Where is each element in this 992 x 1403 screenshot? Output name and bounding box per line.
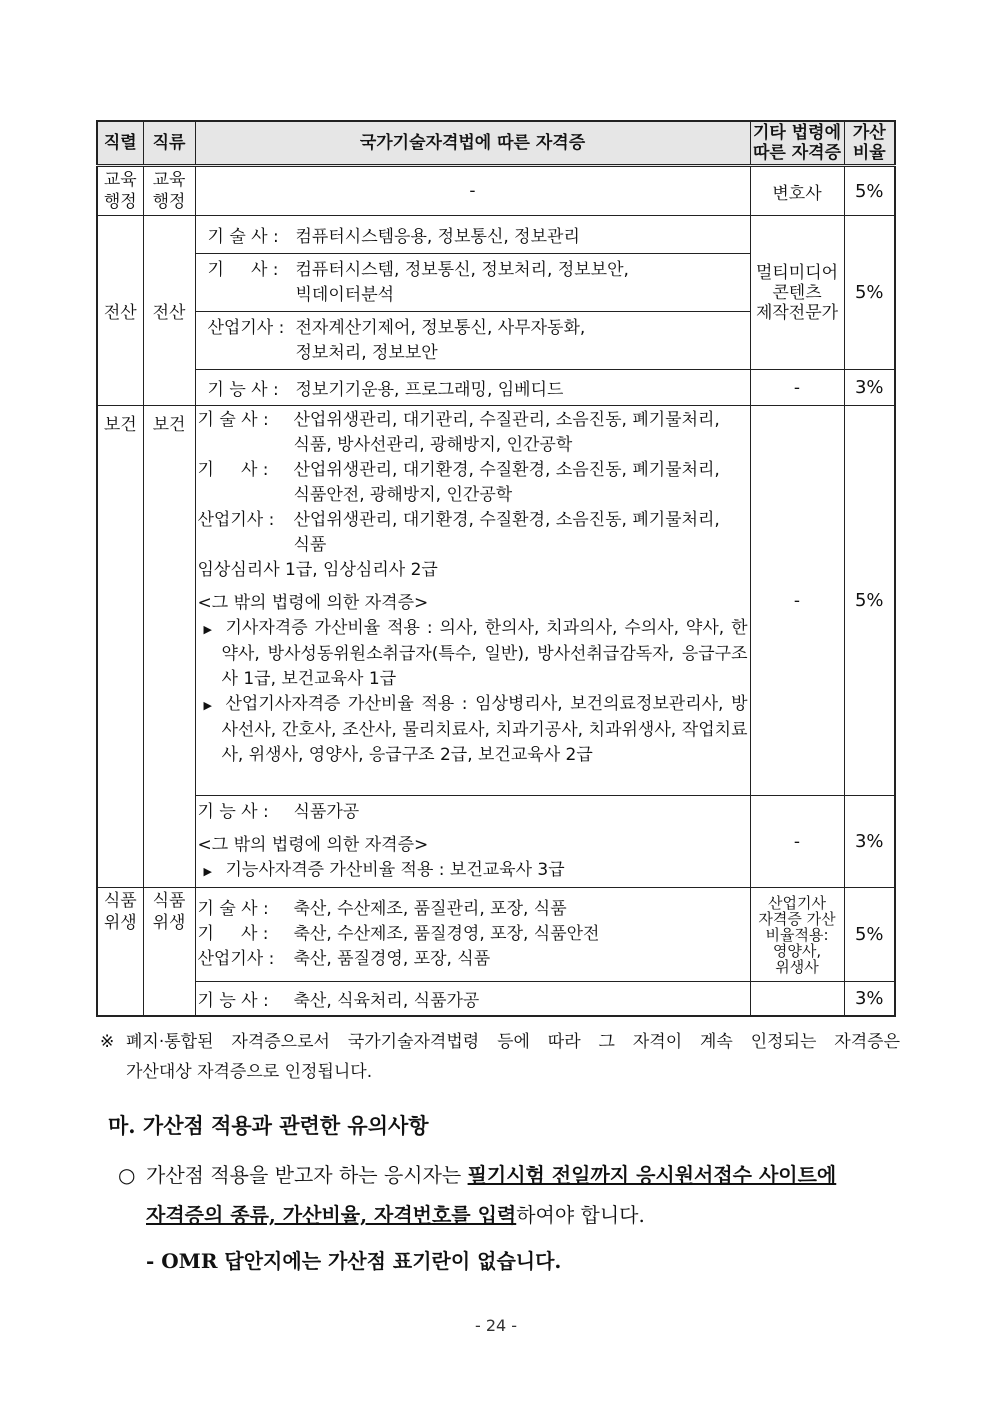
table-row <box>97 370 895 406</box>
it-other-l2: 콘텐츠 <box>772 282 822 303</box>
it-r4-text: 정보기기운용, 프로그래밍, 임베디드 <box>295 380 564 400</box>
table-header-row <box>97 121 895 166</box>
food-series-l2: 위생 <box>152 913 186 933</box>
health-b-l2: 식품안전, 광해방지, 인간공학 <box>293 485 513 505</box>
food-d-other <box>750 982 844 1016</box>
para-text-2: 하여야 합니다. <box>516 1203 645 1227</box>
it-r1-text: 컴퓨터시스템응용, 정보통신, 정보관리 <box>295 227 580 247</box>
page-number: - 24 - <box>474 1316 518 1335</box>
bonus-certificate-table <box>96 120 894 1017</box>
edu-grade-l1: 교육 <box>103 170 137 190</box>
food-series-l1: 식품 <box>152 891 186 911</box>
table-footnote <box>100 1027 900 1087</box>
section-title: 마. 가산점 적용과 관련한 유의사항 <box>108 1113 429 1138</box>
table-row <box>97 796 895 888</box>
health-b-label: 기 사 : <box>197 460 269 480</box>
triangle-bullet-icon: ▶ <box>203 864 212 878</box>
header-rate <box>844 121 895 166</box>
para-text-1: 가산점 적용을 받고자 하는 응시자는 <box>146 1163 468 1187</box>
it-other <box>750 216 844 370</box>
health-a-label: 기 술 사 : <box>197 410 269 430</box>
health-a-l2: 식품, 방사선관리, 광해방지, 인간공학 <box>293 435 573 455</box>
table-row <box>97 216 895 254</box>
table-row <box>97 406 895 796</box>
header-other-l1: 기타 법령에 <box>752 123 842 143</box>
health-certs <box>195 406 750 796</box>
it-industrial-engineer <box>195 312 750 370</box>
health-h-rate: 3% <box>844 796 895 888</box>
it-r2-l2: 빅데이터분석 <box>295 284 395 305</box>
food-c-label: 산업기사 : <box>197 949 275 969</box>
it-rate: 5% <box>844 216 895 370</box>
food-grade-l2: 위생 <box>103 913 137 933</box>
notice-paragraph <box>118 1155 908 1281</box>
food-a-text: 축산, 수산제조, 품질관리, 포장, 식품 <box>293 899 567 919</box>
health-bullet-1-text: 기사자격증 가산비율 적용 : 의사, 한의사, 치과의사, 수의사, 약사, 한약사, 방사성동위원소취급자(특수, 일반), 방사선취급감독자, 응급구조사 1급, 보건교육사 1급 <box>221 618 748 689</box>
health-c-l2: 식품 <box>293 535 327 555</box>
food-other-l1: 산업기사 <box>768 893 826 912</box>
header-other-cert <box>750 121 844 166</box>
food-grade <box>97 888 143 1016</box>
header-rate-l1: 가산 <box>852 123 886 143</box>
health-bullet-3-text: 기능사자격증 가산비율 적용 : 보건교육사 3급 <box>225 859 565 880</box>
edu-grade <box>97 166 143 216</box>
footnote-line-1: 폐지·통합된 자격증으로서 국가기술자격법령 등에 따라 그 자격이 계속 인정되는 자격증은 <box>126 1032 900 1052</box>
food-b-label: 기 사 : <box>197 924 269 944</box>
it-series: 전산 <box>143 216 195 406</box>
header-grade: 직렬 <box>97 121 143 166</box>
table-row <box>97 166 895 216</box>
it-r3-label: 산업기사 : <box>207 317 285 338</box>
edu-rate: 5% <box>844 166 895 216</box>
food-other-l3: 비율적용: <box>765 925 829 944</box>
food-certs <box>195 888 750 982</box>
it-craftsman <box>195 370 750 406</box>
food-series <box>143 888 195 1016</box>
health-rate: 5% <box>844 406 895 796</box>
footnote-mark: ※ <box>100 1032 115 1052</box>
food-d-text: 축산, 식육처리, 식품가공 <box>293 990 480 1011</box>
it-grade: 전산 <box>97 216 143 406</box>
health-bullet-2 <box>198 692 748 768</box>
it-pro-engineer <box>195 216 750 254</box>
triangle-bullet-icon: ▶ <box>203 623 212 636</box>
it-r4-label: 기 능 사 : <box>207 380 279 400</box>
circle-bullet-icon: ○ <box>118 1163 136 1187</box>
health-other: - <box>750 406 844 796</box>
it-r3-l1: 전자계산기제어, 정보통신, 사무자동화, <box>295 317 586 338</box>
food-d-label: 기 능 사 : <box>197 990 269 1011</box>
food-other-l2: 자격증 가산 <box>758 909 836 928</box>
health-bullet-1 <box>198 616 748 692</box>
it-r4-rate: 3% <box>844 370 895 406</box>
food-craftsman <box>195 982 750 1016</box>
health-series: 보건 <box>143 406 195 888</box>
health-h-text: 식품가공 <box>293 801 360 822</box>
health-h-other: - <box>750 796 844 888</box>
health-h-label: 기 능 사 : <box>197 801 269 822</box>
header-series: 직류 <box>143 121 195 166</box>
it-other-l1: 멀티미디어 <box>755 262 839 283</box>
health-clinical-psych: 임상심리사 1급, 임상심리사 2급 <box>197 560 438 580</box>
edu-series <box>143 166 195 216</box>
it-engineer <box>195 254 750 312</box>
table-row <box>97 982 895 1016</box>
health-c-label: 산업기사 : <box>197 510 275 530</box>
health-bullet-2-text: 산업기사자격증 가산비율 적용 : 임상병리사, 보건의료정보관리사, 방사선사, 간호사, 조산사, 물리치료사, 치과기공사, 치과위생사, 작업치료사, 위생사, 영양사, 응급구조 2급, 보건교육사 2급 <box>221 694 748 765</box>
it-r2-label: 기 사 : <box>207 259 279 280</box>
health-b-l1: 산업위생관리, 대기환경, 수질환경, 소음진동, 폐기물처리, <box>293 460 720 480</box>
food-rate: 5% <box>844 888 895 982</box>
food-grade-l1: 식품 <box>103 891 137 911</box>
food-a-label: 기 술 사 : <box>197 899 269 919</box>
edu-grade-l2: 행정 <box>103 192 137 212</box>
it-r3-l2: 정보처리, 정보보안 <box>295 342 438 363</box>
triangle-bullet-icon: ▶ <box>203 699 212 712</box>
food-other-l5: 위생사 <box>775 957 819 976</box>
health-other-law-title: <그 밖의 법령에 의한 자격증> <box>197 593 429 613</box>
food-c-text: 축산, 품질경영, 포장, 식품 <box>293 949 491 969</box>
footnote-line-2: 가산대상 자격증으로 인정됩니다. <box>126 1062 373 1082</box>
header-national-cert: 국가기술자격법에 따른 자격증 <box>195 121 750 166</box>
edu-series-l1: 교육 <box>152 170 186 190</box>
it-other-l3: 제작전문가 <box>755 302 839 323</box>
health-other-law-title-2: <그 밖의 법령에 의한 자격증> <box>197 834 429 855</box>
omr-notice: - OMR 답안지에는 가산점 표기란이 없습니다. <box>146 1249 562 1273</box>
health-bullet-3 <box>198 858 748 884</box>
edu-national: - <box>195 166 750 216</box>
para-underline-1: 필기시험 전일까지 응시원서접수 사이트에 <box>467 1163 837 1187</box>
food-other-l4: 영양사, <box>772 941 822 960</box>
header-other-l2: 따른 자격증 <box>752 143 842 163</box>
it-r4-other: - <box>750 370 844 406</box>
health-craftsman <box>195 796 750 888</box>
edu-other: 변호사 <box>750 166 844 216</box>
para-underline-2: 자격증의 종류, 가산비율, 자격번호를 입력 <box>146 1203 517 1227</box>
health-a-l1: 산업위생관리, 대기관리, 수질관리, 소음진동, 폐기물처리, <box>293 410 720 430</box>
food-other <box>750 888 844 982</box>
health-grade: 보건 <box>97 406 143 888</box>
food-d-rate: 3% <box>844 982 895 1016</box>
food-b-text: 축산, 수산제조, 품질경영, 포장, 식품안전 <box>293 924 600 944</box>
health-c-l1: 산업위생관리, 대기환경, 수질환경, 소음진동, 폐기물처리, <box>293 510 720 530</box>
header-rate-l2: 비율 <box>852 143 886 163</box>
it-r2-l1: 컴퓨터시스템, 정보통신, 정보처리, 정보보안, <box>295 259 629 280</box>
table-row <box>97 888 895 982</box>
it-r1-label: 기 술 사 : <box>207 227 279 247</box>
edu-series-l2: 행정 <box>152 192 186 212</box>
